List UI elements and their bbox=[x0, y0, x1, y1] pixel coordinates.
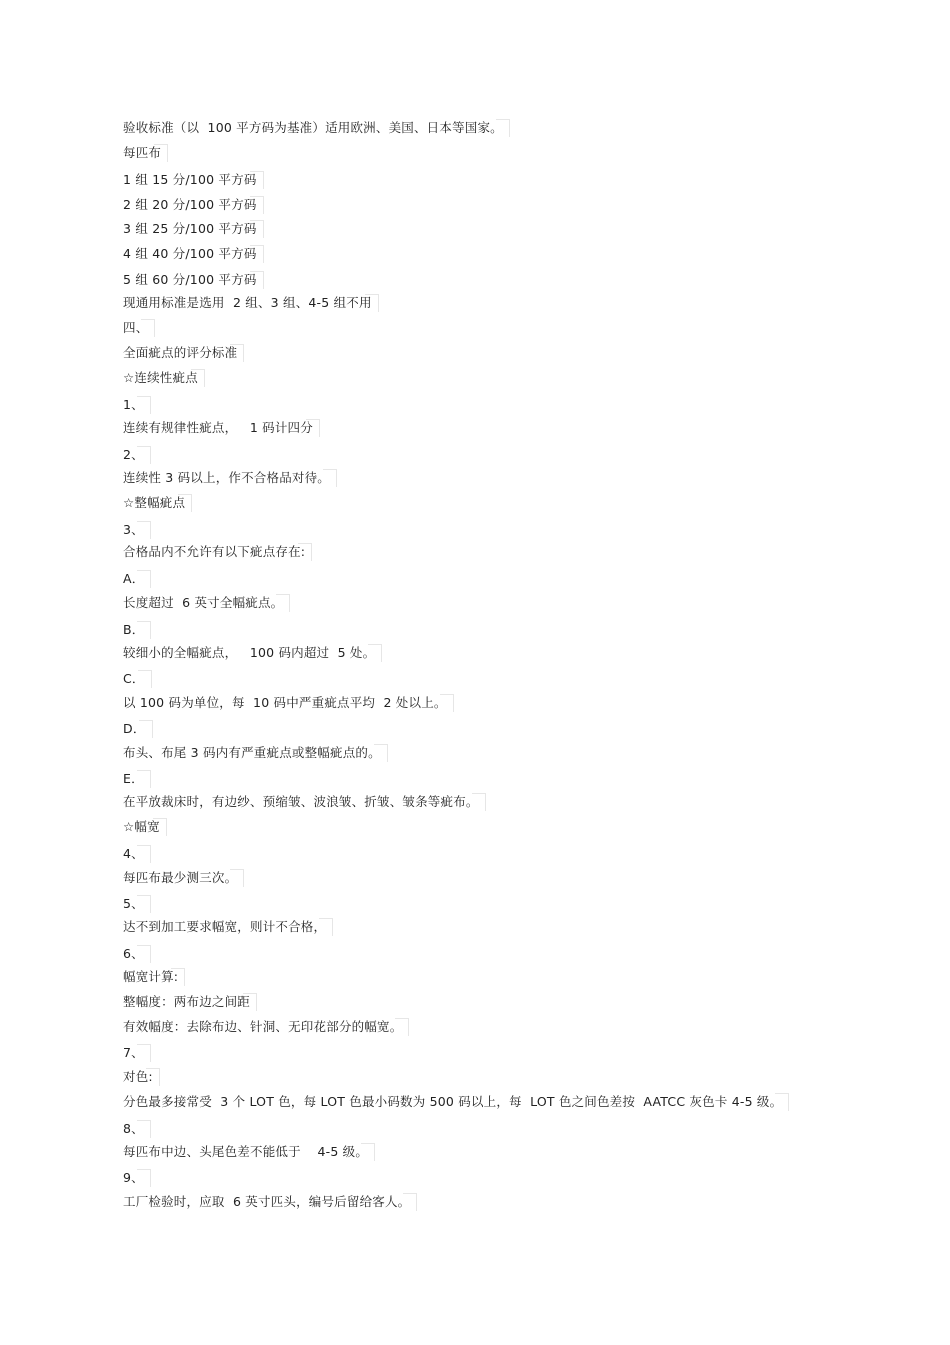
document-line: B． bbox=[123, 620, 150, 640]
document-line: 长度超过 6 英寸全幅疵点。 bbox=[123, 593, 289, 613]
document-line: 2、 bbox=[123, 445, 150, 465]
document-line: 现通用标准是选用 2 组、3 组、4-5 组不用 bbox=[123, 293, 378, 313]
document-line: 四、 bbox=[123, 318, 154, 338]
document-line: 2 组 20 分/100 平方码 bbox=[123, 195, 263, 215]
document-line: 5、 bbox=[123, 894, 150, 914]
document-line: C． bbox=[123, 669, 151, 689]
document-line: 1、 bbox=[123, 395, 150, 415]
document-line: A． bbox=[123, 569, 150, 589]
document-line: 6、 bbox=[123, 944, 150, 964]
document-line: 以 100 码为单位，每 10 码中严重疵点平均 2 处以上。 bbox=[123, 693, 453, 713]
document-line: 5 组 60 分/100 平方码 bbox=[123, 270, 263, 290]
document-line: 每匹布 bbox=[123, 143, 167, 163]
document-line: 较细小的全幅疵点， 100 码内超过 5 处。 bbox=[123, 643, 381, 663]
document-line: 幅宽计算: bbox=[123, 967, 184, 987]
document-line: 达不到加工要求幅宽，则计不合格， bbox=[123, 917, 332, 937]
document-line: 合格品内不允许有以下疵点存在: bbox=[123, 542, 311, 562]
document-line: 每匹布最少测三次。 bbox=[123, 868, 243, 888]
document-line: ☆连续性疵点 bbox=[123, 368, 204, 388]
document-line: 3 组 25 分/100 平方码 bbox=[123, 219, 263, 239]
document-line: ☆整幅疵点 bbox=[123, 493, 191, 513]
document-line: 4 组 40 分/100 平方码 bbox=[123, 244, 263, 264]
document-line: 在平放裁床时，有边纱、预缩皱、波浪皱、折皱、皱条等疵布。 bbox=[123, 792, 485, 812]
document-line: 全面疵点的评分标准 bbox=[123, 343, 243, 363]
document-line: 8、 bbox=[123, 1119, 150, 1139]
document-line: 7、 bbox=[123, 1043, 150, 1063]
document-line: 验收标准（以 100 平方码为基准）适用欧洲、美国、日本等国家。 bbox=[123, 118, 509, 138]
document-line: 每匹布中边、头尾色差不能低于 4-5 级。 bbox=[123, 1142, 374, 1162]
document-line: 3、 bbox=[123, 520, 150, 540]
document-line: 9、 bbox=[123, 1168, 150, 1188]
document-line: 1 组 15 分/100 平方码 bbox=[123, 170, 263, 190]
document-line: 布头、布尾 3 码内有严重疵点或整幅疵点的。 bbox=[123, 743, 387, 763]
document-line: ☆幅宽 bbox=[123, 817, 166, 837]
document-line: 工厂检验时，应取 6 英寸匹头，编号后留给客人。 bbox=[123, 1192, 416, 1212]
document-line: 分色最多接常受 3 个 LOT 色，每 LOT 色最小码数为 500 码以上，每 LOT 色之间色差按 AATCC 灰色卡 4-5 级。 bbox=[123, 1092, 788, 1112]
document-line: E． bbox=[123, 769, 150, 789]
document-line: 对色: bbox=[123, 1067, 159, 1087]
document-line: 整幅度：两布边之间距 bbox=[123, 992, 256, 1012]
document-line: 连续有规律性疵点， 1 码计四分 bbox=[123, 418, 319, 438]
document-line: 连续性 3 码以上，作不合格品对待。 bbox=[123, 468, 336, 488]
document-line: D． bbox=[123, 719, 152, 739]
document-line: 4、 bbox=[123, 844, 150, 864]
document-line: 有效幅度：去除布边、针洞、无印花部分的幅宽。 bbox=[123, 1017, 408, 1037]
